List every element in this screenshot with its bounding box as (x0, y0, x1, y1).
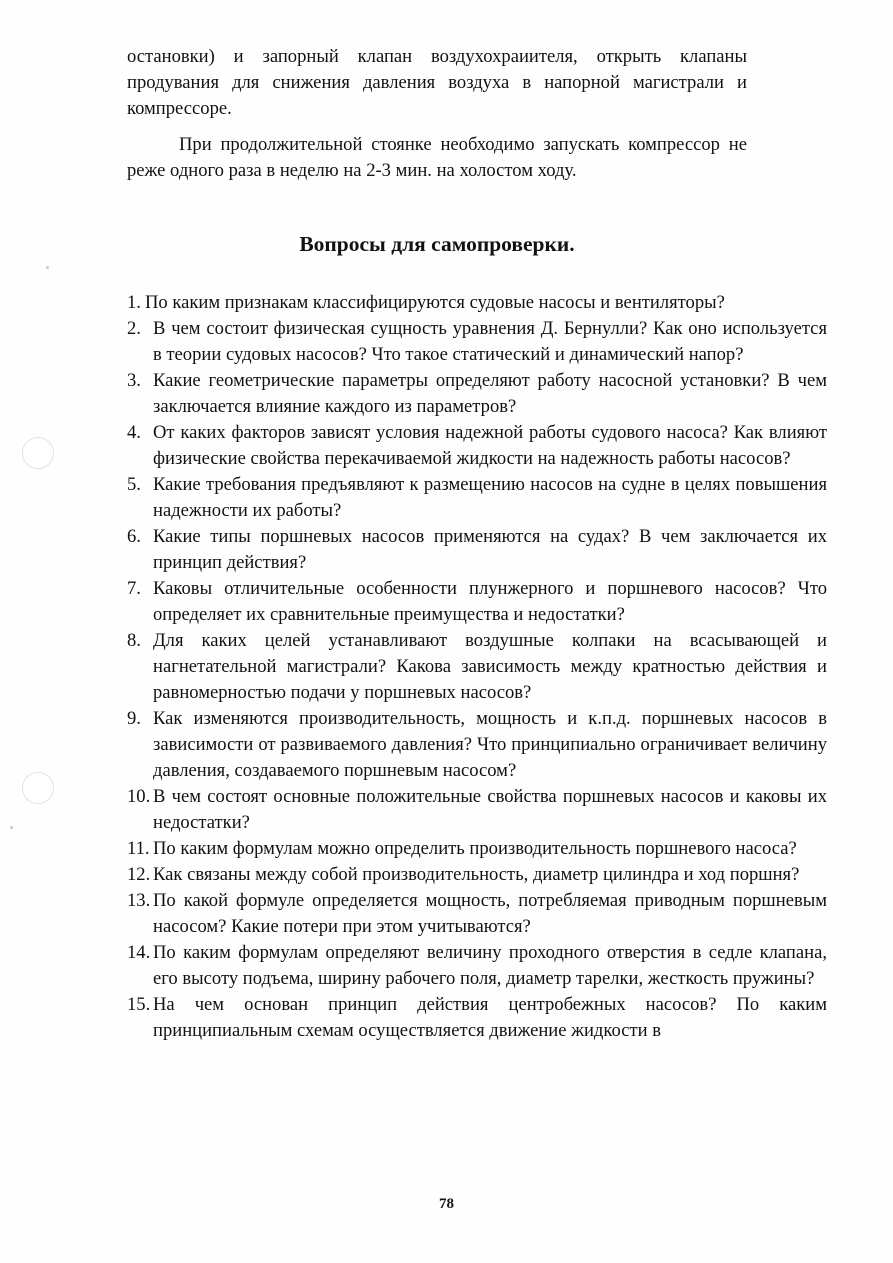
question-item (127, 836, 827, 862)
question-text: По каким признакам классифицируются судовые насосы и вентиляторы? (144, 292, 725, 313)
question-text: По какой формуле определяется мощность, потребляемая приводным поршневым насосом? Какие потери при этом учитываются? (153, 890, 827, 937)
question-item (127, 524, 827, 576)
question-text: Для каких целей устанавливают воздушные колпаки на всасывающей и нагнетательной магистрали? Какова зависимость между кратностью действия и равномерностью подачи у поршневых насосов? (153, 630, 827, 703)
paragraph: При продолжительной стоянке необходимо запускать компрессор не реже одного раза в неделю на 2-3 мин. на холостом ходу. (127, 134, 747, 181)
question-item (127, 316, 827, 368)
question-item (127, 784, 827, 836)
question-item (127, 576, 827, 628)
page-number: 78 (439, 1196, 454, 1212)
question-number: 8. (127, 630, 141, 651)
question-number: 13. (127, 890, 151, 911)
question-text: От каких факторов зависят условия надежной работы судового насоса? Как влияют физические свойства перекачиваемой жидкости на надежность работы насосов? (153, 422, 827, 469)
question-number: 9. (127, 708, 141, 729)
punch-hole (22, 437, 54, 469)
question-item (127, 862, 827, 888)
question-text: Какие геометрические параметры определяют работу насосной установки? В чем заключается влияние каждого из параметров? (153, 370, 827, 417)
question-text: Какие требования предъявляют к размещению насосов на судне в целях повышения надежности их работы? (153, 474, 827, 521)
question-text: По каким формулам можно определить производительность поршневого насоса? (153, 838, 797, 859)
question-item (127, 472, 827, 524)
question-number: 4. (127, 422, 141, 443)
question-number: 7. (127, 578, 141, 599)
question-item (127, 992, 827, 1044)
scan-speck (10, 826, 13, 829)
question-text: Какие типы поршневых насосов применяются на судах? В чем заключается их принцип действия? (153, 526, 827, 573)
paragraph: остановки) и запорный клапан воздухохраиителя, открыть клапаны продувания для снижения давления воздуха в напорной магистрали и компрессоре. (127, 46, 747, 119)
question-text: По каким формулам определяют величину проходного отверстия в седле клапана, его высоту подъема, ширину рабочего поля, диаметр тарелки, жесткость пружины? (153, 942, 827, 989)
question-text: В чем состоят основные положительные свойства поршневых насосов и каковы их недостатки? (153, 786, 827, 833)
punch-hole (22, 772, 54, 804)
question-number: 10. (127, 786, 151, 807)
question-text: На чем основан принцип действия центробежных насосов? По каким принципиальным схемам осуществляется движение жидкости в (153, 994, 827, 1041)
question-item (127, 368, 827, 420)
question-text: В чем состоит физическая сущность уравнения Д. Бернулли? Как оно используется в теории судовых насосов? Что такое статический и динамический напор? (153, 318, 827, 365)
scan-speck (46, 266, 49, 269)
question-item (127, 420, 827, 472)
question-number: 15. (127, 994, 151, 1015)
questions-list (127, 290, 827, 1044)
question-number: 12. (127, 864, 151, 885)
question-item (127, 940, 827, 992)
question-item (127, 706, 827, 784)
question-text: Каковы отличительные особенности плунжерного и поршневого насосов? Что определяет их сравнительные преимущества и недостатки? (153, 578, 827, 625)
section-heading: Вопросы для самопроверки. (299, 232, 575, 256)
question-text: Как изменяются производительность, мощность и к.п.д. поршневых насосов в зависимости от развиваемого давления? Что принципиально ограничивает величину давления, создаваемого поршневым насосом? (153, 708, 827, 781)
question-number: 11. (127, 838, 150, 859)
question-number: 14. (127, 942, 151, 963)
question-item (127, 628, 827, 706)
question-item (127, 290, 827, 316)
question-number: 1. (127, 292, 141, 313)
question-number: 3. (127, 370, 141, 391)
question-item (127, 888, 827, 940)
question-number: 5. (127, 474, 141, 495)
question-text: Как связаны между собой производительность, диаметр цилиндра и ход поршня? (153, 864, 800, 885)
question-number: 6. (127, 526, 141, 547)
question-number: 2. (127, 318, 141, 339)
